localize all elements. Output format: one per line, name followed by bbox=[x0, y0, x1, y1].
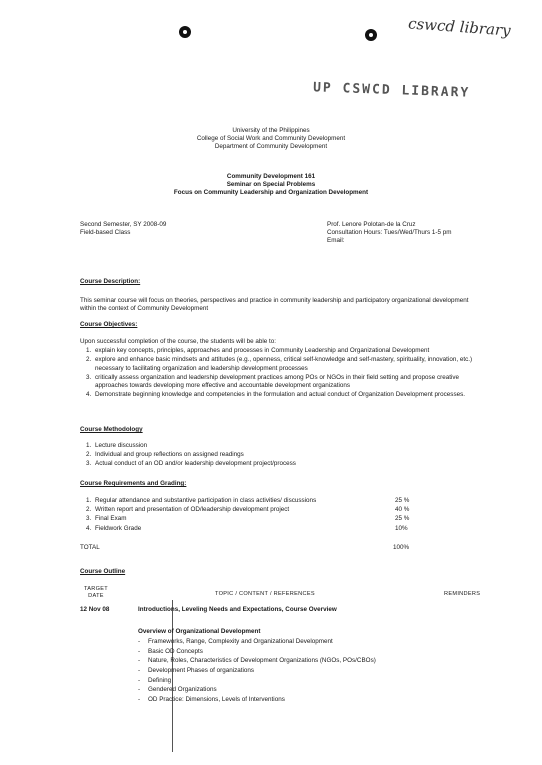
outline-item: - OD Practice: Dimensions, Levels of Interventions bbox=[138, 696, 438, 704]
outline-heading: Course Outline bbox=[80, 568, 126, 575]
college-name: College of Social Work and Community Development bbox=[196, 135, 346, 143]
outline-subheading: Overview of Organizational Development bbox=[138, 628, 261, 635]
course-title-block bbox=[0, 173, 542, 198]
class-info bbox=[80, 221, 166, 237]
col-topic: TOPIC / CONTENT / REFERENCES bbox=[215, 591, 315, 597]
methodology-item: 3. Actual conduct of an OD and/or leadership development project/process bbox=[93, 460, 453, 468]
total-label: TOTAL bbox=[80, 544, 100, 551]
outline-item: - Development Phases of organizations bbox=[138, 667, 438, 675]
grading-item-label: 2. Written report and presentation of OD/leadership development project bbox=[95, 506, 290, 514]
course-focus: Focus on Community Leadership and Organization Development bbox=[173, 189, 369, 197]
outline-list bbox=[138, 638, 438, 706]
library-stamp: UP CSWCD LIBRARY bbox=[312, 80, 471, 101]
grading-item-pct: 10% bbox=[395, 524, 408, 532]
objective-item: 4. Demonstrate beginning knowledge and competencies in the formulation and actual conduct of Organization Development processes. bbox=[93, 391, 480, 399]
outline-item: - Nature, Roles, Characteristics of Development Organizations (NGOs, POs/CBOs) bbox=[138, 657, 438, 665]
grading-item-pct: 25 % bbox=[395, 497, 410, 504]
grading-list bbox=[80, 497, 493, 534]
outline-item: - Defining bbox=[138, 677, 438, 685]
methodology-list bbox=[80, 442, 453, 470]
grading-item-label: 4. Fieldwork Grade bbox=[95, 524, 142, 532]
grading-item-label: 3. Final Exam bbox=[95, 515, 127, 523]
outline-item: - Frameworks, Range, Complexity and Organizational Development bbox=[138, 638, 438, 646]
grading-item bbox=[93, 497, 493, 505]
professor-name: Prof. Lenore Polotan-de la Cruz bbox=[327, 221, 416, 228]
grading-total bbox=[80, 544, 480, 552]
binder-hole-left bbox=[179, 26, 191, 38]
course-title: Seminar on Special Problems bbox=[226, 181, 316, 189]
total-pct: 100% bbox=[393, 544, 410, 551]
course-code: Community Development 161 bbox=[226, 173, 316, 180]
col-reminders: REMINDERS bbox=[444, 591, 481, 597]
grading-item-pct: 40 % bbox=[395, 506, 410, 514]
professor-info bbox=[327, 221, 451, 246]
outline-item: - Basic OD Concepts bbox=[138, 648, 438, 656]
letterhead bbox=[0, 127, 542, 152]
grading-item bbox=[93, 525, 493, 533]
objectives-heading: Course Objectives: bbox=[80, 321, 138, 328]
objective-item: 3. critically assess organization and leadership development practices among POs or NGOs in their field setting and propose creative approaches towards developing more effective and accountable development organizations bbox=[93, 374, 480, 390]
university-name: University of the Philippines bbox=[232, 127, 310, 134]
grading-item-pct: 25 % bbox=[395, 515, 410, 523]
methodology-item: 2. Individual and group reflections on assigned readings bbox=[93, 451, 453, 459]
grading-item-label: 1. Regular attendance and substantive participation in class activities/ discussions bbox=[95, 497, 317, 504]
grading-item bbox=[93, 515, 493, 523]
email-label: Email: bbox=[327, 237, 345, 245]
description-text: This seminar course will focus on theories, perspectives and practice in community leadership and participatory organizational development within the context of Community Development bbox=[80, 297, 469, 313]
department-name: Department of Community Development bbox=[214, 143, 328, 151]
methodology-heading: Course Methodology bbox=[80, 426, 143, 433]
grading-heading: Course Requirements and Grading: bbox=[80, 480, 187, 487]
methodology-item: 1. Lecture discussion bbox=[93, 442, 453, 450]
handwritten-note: cswcd library bbox=[407, 14, 512, 40]
class-type: Field-based Class bbox=[80, 229, 131, 237]
binder-hole-right bbox=[365, 29, 377, 41]
semester: Second Semester, SY 2008-09 bbox=[80, 221, 167, 228]
objective-item: 1. explain key concepts, principles, approaches and processes in Community Leadership and Organizational Development bbox=[93, 347, 480, 355]
outline-topic: Introductions, Leveling Needs and Expectations, Course Overview bbox=[138, 606, 337, 613]
objectives-block bbox=[80, 338, 480, 400]
objectives-list bbox=[80, 347, 480, 399]
description-heading: Course Description: bbox=[80, 278, 141, 285]
consultation-hours: Consultation Hours: Tues/Wed/Thurs 1-5 pm bbox=[327, 229, 452, 237]
grading-item bbox=[93, 506, 493, 514]
col-target-date: TARGET DATE bbox=[83, 586, 109, 600]
objectives-intro: Upon successful completion of the course, the students will be able to: bbox=[80, 338, 277, 345]
outline-item: - Gendered Organizations bbox=[138, 686, 438, 694]
outline-date: 12 Nov 08 bbox=[80, 606, 110, 613]
objective-item: 2. explore and enhance basic mindsets and attitudes (e.g., openness, critical self-knowledge and self-mastery, spirituality, innovation, etc.) necessary to facilitating organization and leadership development processes bbox=[93, 356, 480, 372]
